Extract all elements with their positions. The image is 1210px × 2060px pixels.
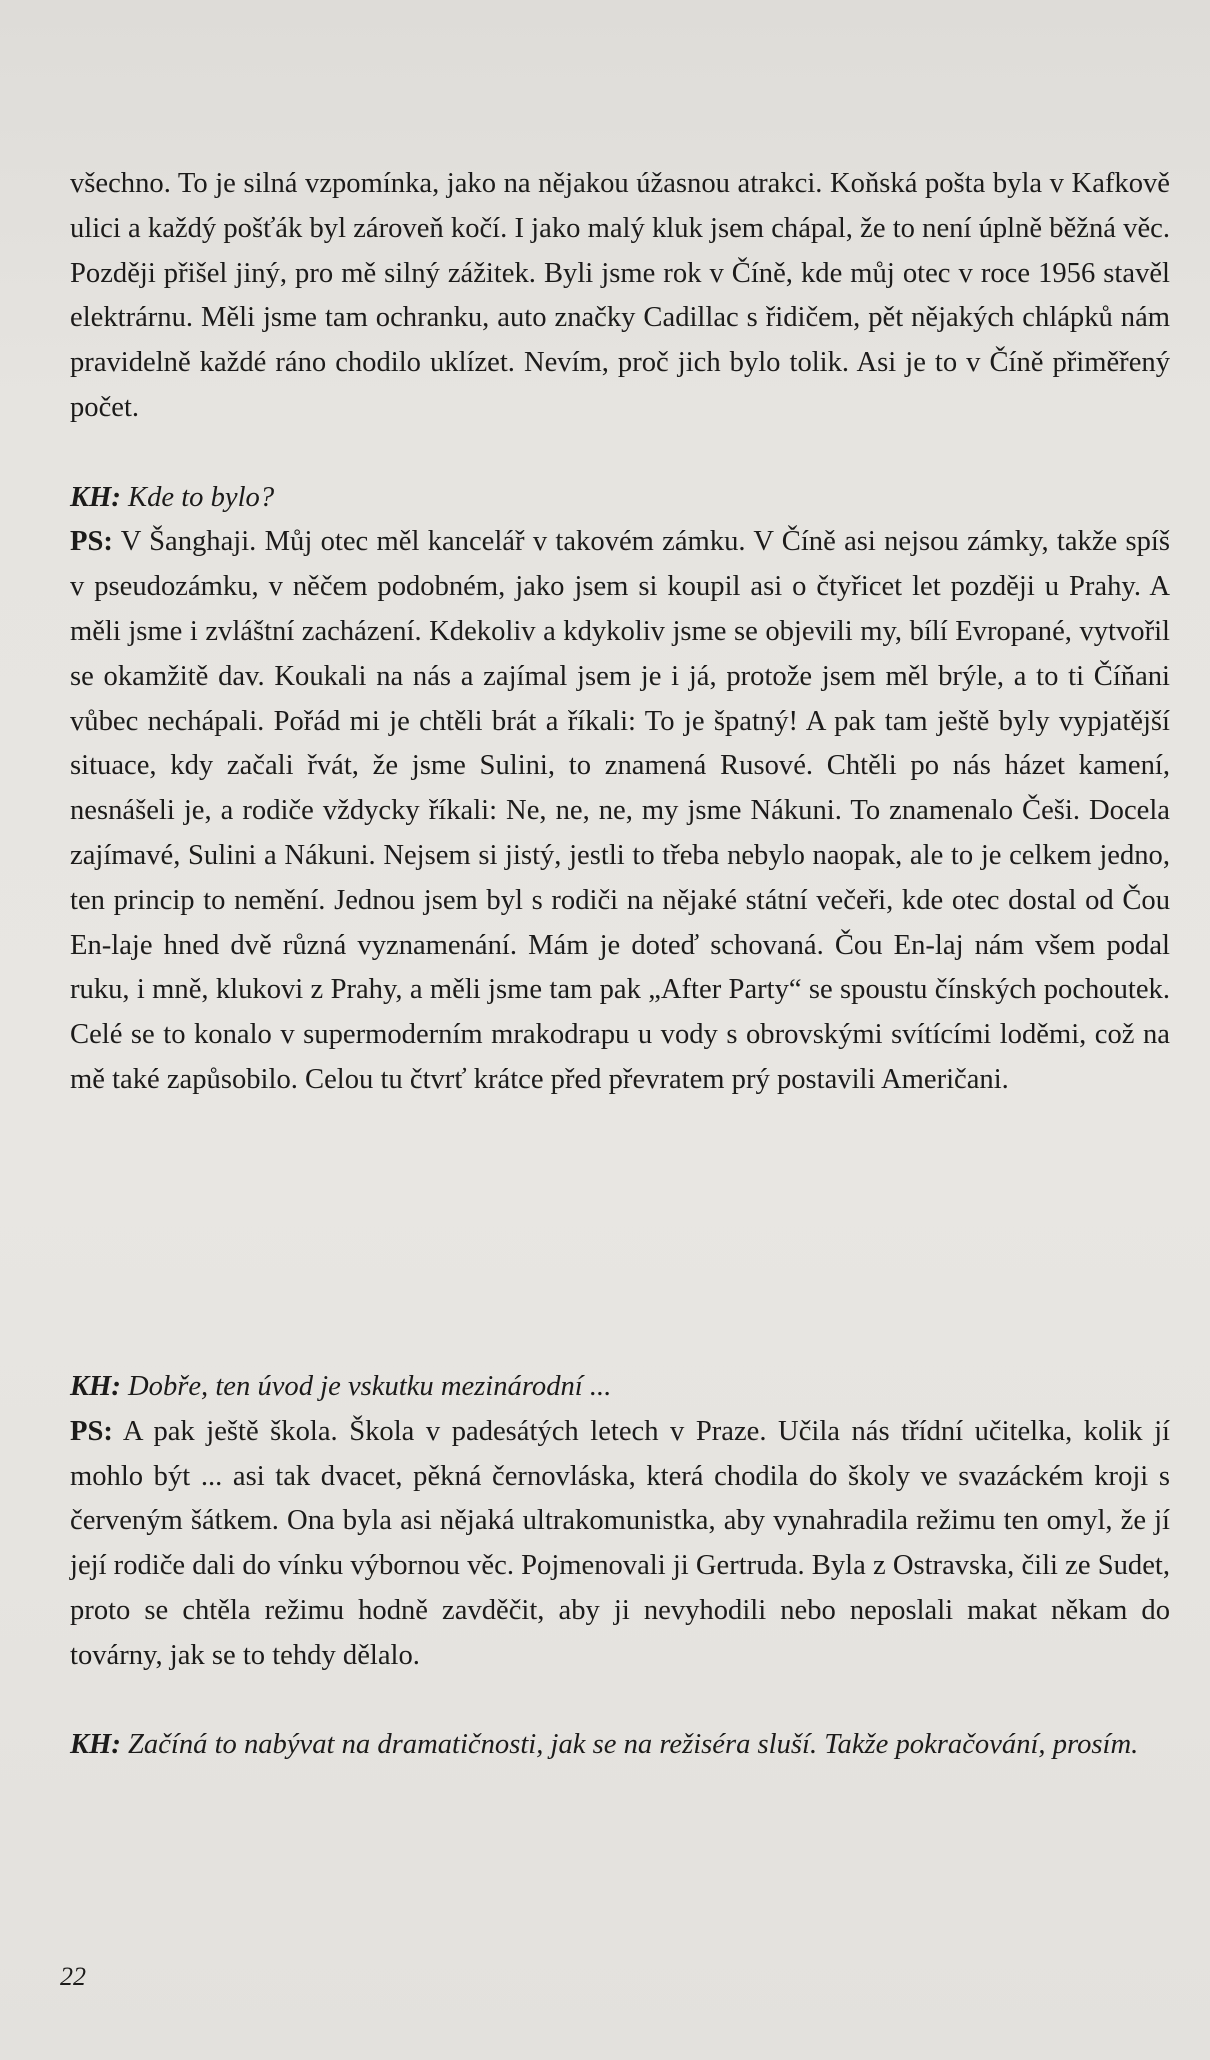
answer-sanghaj xyxy=(70,520,1170,1102)
page-text-lower xyxy=(70,1365,1170,1768)
intro-paragraph: všechno. To je silná vzpomínka, jako na nějakou úžasnou atrakci. Koňská pošta byla v Kafkově ulici a každý pošťák byl zároveň kočí. I jako malý kluk jsem chápal, že to není úplně běžná věc. Později přišel jiný, pro mě silný zážitek. Byli jsme rok v Číně, kde můj otec v roce 1956 stavěl elektrárnu. Měli jsme tam ochranku, auto značky Cadillac s řidičem, pět nějakých chlápků nám pravidelně každé ráno chodilo uklízet. Nevím, proč jich bylo tolik. Asi je to v Číně přiměřený počet. xyxy=(70,168,1170,423)
speaker-kh: KH: xyxy=(70,481,121,513)
question-kde-to-bylo xyxy=(70,476,1170,521)
question-uvod xyxy=(70,1365,1170,1410)
paragraph-gap xyxy=(70,431,1170,476)
question-text: Kde to bylo? xyxy=(128,481,275,513)
page-number: 22 xyxy=(60,1962,86,1991)
page-text-upper xyxy=(70,162,1170,1103)
speaker-ps: PS: xyxy=(70,1415,113,1447)
answer-skola xyxy=(70,1410,1170,1679)
speaker-kh: KH: xyxy=(70,1729,121,1761)
question-dramaticnost xyxy=(70,1723,1170,1768)
speaker-ps: PS: xyxy=(70,526,113,558)
paragraph-gap xyxy=(70,1679,1170,1724)
question-text: Dobře, ten úvod je vskutku mezinárodní ... xyxy=(128,1371,612,1402)
answer-text: A pak ještě škola. Škola v padesátých letech v Praze. Učila nás třídní učitelka, kolik jí mohlo být ... asi tak dvacet, pěkná černovláska, která chodila do školy ve svazáckém kroji s červeným šátkem. Ona byla asi nějaká ultrakomunistka, aby vynahradila režimu ten omyl, že jí její rodiče dali do vínku výbornou věc. Pojmenovali ji Gertruda. Byla z Ostravska, čili ze Sudet, proto se chtěla režimu hodně zavděčit, aby ji nevyhodili nebo neposlali makat někam do továrny, jak se to tehdy dělalo. xyxy=(70,1415,1170,1671)
answer-text: V Šanghaji. Můj otec měl kancelář v takovém zámku. V Číně asi nejsou zámky, takže spíš v pseudozámku, v něčem podobném, jako jsem si koupil asi o čtyřicet let později u Prahy. A měli jsme i zvláštní zacházení. Kdekoliv a kdykoliv jsme se objevili my, bílí Evropané, vytvořil se okamžitě dav. Koukali na nás a zajímal jsem je i já, protože jsem měl brýle, a to ti Číňani vůbec nechápali. Pořád mi je chtěli brát a říkali: To je špatný! A pak tam ještě byly vypjatější situace, kdy začali řvát, že jsme Sulini, to znamená Rusové. Chtěli po nás házet kamení, nesnášeli je, a rodiče vždycky říkali: Ne, ne, ne, my jsme Nákuni. To znamenalo Češi. Docela zajímavé, Sulini a Nákuni. Nejsem si jistý, jestli to třeba nebylo naopak, ale to je celkem jedno, ten princip to nemění. Jednou jsem byl s rodiči na nějaké státní večeři, kde otec dostal od Čou En-laje hned dvě různá vyznamenání. Mám je doteď schovaná. Čou En-laj nám všem podal ruku, i mně, klukovi z Prahy, a měli jsme tam pak „After Party“ se spoustu čínských pochoutek. Celé se to konalo v supermoderním mrakodrapu u vody s obrovskými svítícími loděmi, což na mě také zapůsobilo. Celou tu čtvrť krátce před převratem prý postavili Američani. xyxy=(70,526,1170,1095)
question-text: Začíná to nabývat na dramatičnosti, jak se na režiséra sluší. Takže pokračování, prosím. xyxy=(128,1729,1139,1761)
speaker-kh: KH: xyxy=(70,1371,121,1402)
